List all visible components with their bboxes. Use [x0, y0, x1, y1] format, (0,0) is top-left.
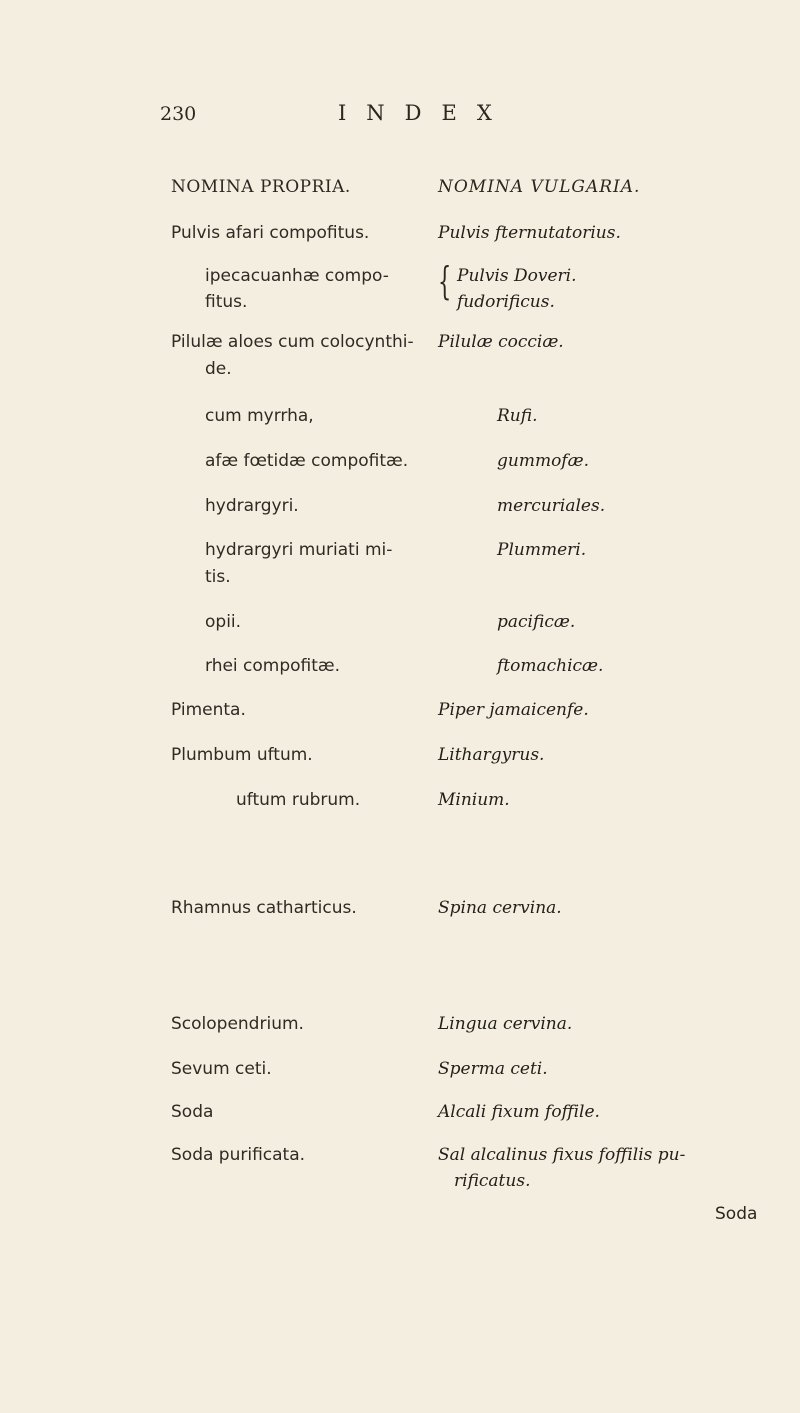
entry-sevum-left: Sevum ceti. — [171, 1059, 272, 1079]
entry-rubrum-left: uftum rubrum. — [236, 790, 361, 810]
entry-soda-left: Soda — [171, 1102, 214, 1122]
entry-pulvis-left: Pulvis afari compofitus. — [171, 223, 370, 243]
entry-opii-left: opii. — [205, 612, 242, 632]
entry-ipecac-right-line1: Pulvis Doveri. — [457, 266, 577, 286]
entry-sevum-right: Sperma ceti. — [438, 1059, 548, 1079]
entry-scolopendrium-left: Scolopendrium. — [171, 1014, 304, 1034]
entry-plumbum-right: Lithargyrus. — [438, 745, 545, 765]
entry-scolopendrium-right: Lingua cervina. — [438, 1014, 573, 1034]
entry-pimenta-left: Pimenta. — [171, 700, 246, 720]
entry-soda-purificata-left: Soda purificata. — [171, 1145, 306, 1165]
entry-asae-left: afæ fœtidæ compofitæ. — [205, 451, 409, 471]
entry-hydrargyri-muriati-right: Plummeri. — [497, 540, 587, 560]
left-column-heading: NOMINA PROPRIA. — [171, 177, 351, 197]
entry-ipecac-left-line2: fitus. — [205, 292, 248, 312]
entry-ipecac-left-line1: ipecacuanhæ compo- — [205, 266, 389, 286]
entry-ipecac-right-line2: fudorificus. — [457, 292, 555, 312]
entry-soda-purificata-right-line2: rificatus. — [454, 1171, 531, 1191]
entry-pulvis-right: Pulvis fternutatorius. — [438, 223, 621, 243]
entry-myrrha-left: cum myrrha, — [205, 406, 314, 426]
entry-pimenta-right: Piper jamaicenfe. — [438, 700, 589, 720]
brace-icon: { — [438, 259, 452, 303]
entry-hydrargyri-right: mercuriales. — [497, 496, 606, 516]
entry-pilulae-left-line2: de. — [205, 359, 232, 379]
page-title: INDEX — [338, 101, 512, 125]
entry-plumbum-left: Plumbum uftum. — [171, 745, 313, 765]
entry-hydrargyri-muriati-left-line1: hydrargyri muriati mi- — [205, 540, 393, 560]
catchword: Soda — [715, 1204, 758, 1224]
entry-rubrum-right: Minium. — [438, 790, 510, 810]
entry-rhamnus-left: Rhamnus catharticus. — [171, 898, 357, 918]
entry-soda-purificata-right-line1: Sal alcalinus fixus foffilis pu- — [438, 1145, 686, 1165]
entry-rhamnus-right: Spina cervina. — [438, 898, 562, 918]
entry-soda-right: Alcali fixum foffile. — [438, 1102, 600, 1122]
entry-hydrargyri-muriati-left-line2: tis. — [205, 567, 231, 587]
entry-myrrha-right: Rufi. — [497, 406, 538, 426]
entry-pilulae-left-line1: Pilulæ aloes cum colocynthi- — [171, 332, 414, 352]
entry-rhei-right: ftomachicæ. — [497, 656, 604, 676]
entry-opii-right: pacificæ. — [497, 612, 576, 632]
entry-hydrargyri-left: hydrargyri. — [205, 496, 299, 516]
entry-pilulae-right: Pilulæ cocciæ. — [438, 332, 564, 352]
entry-asae-right: gummofæ. — [497, 451, 589, 471]
entry-rhei-left: rhei compofitæ. — [205, 656, 341, 676]
right-column-heading: NOMINA VULGARIA. — [438, 177, 641, 197]
page-number: 230 — [160, 103, 197, 125]
